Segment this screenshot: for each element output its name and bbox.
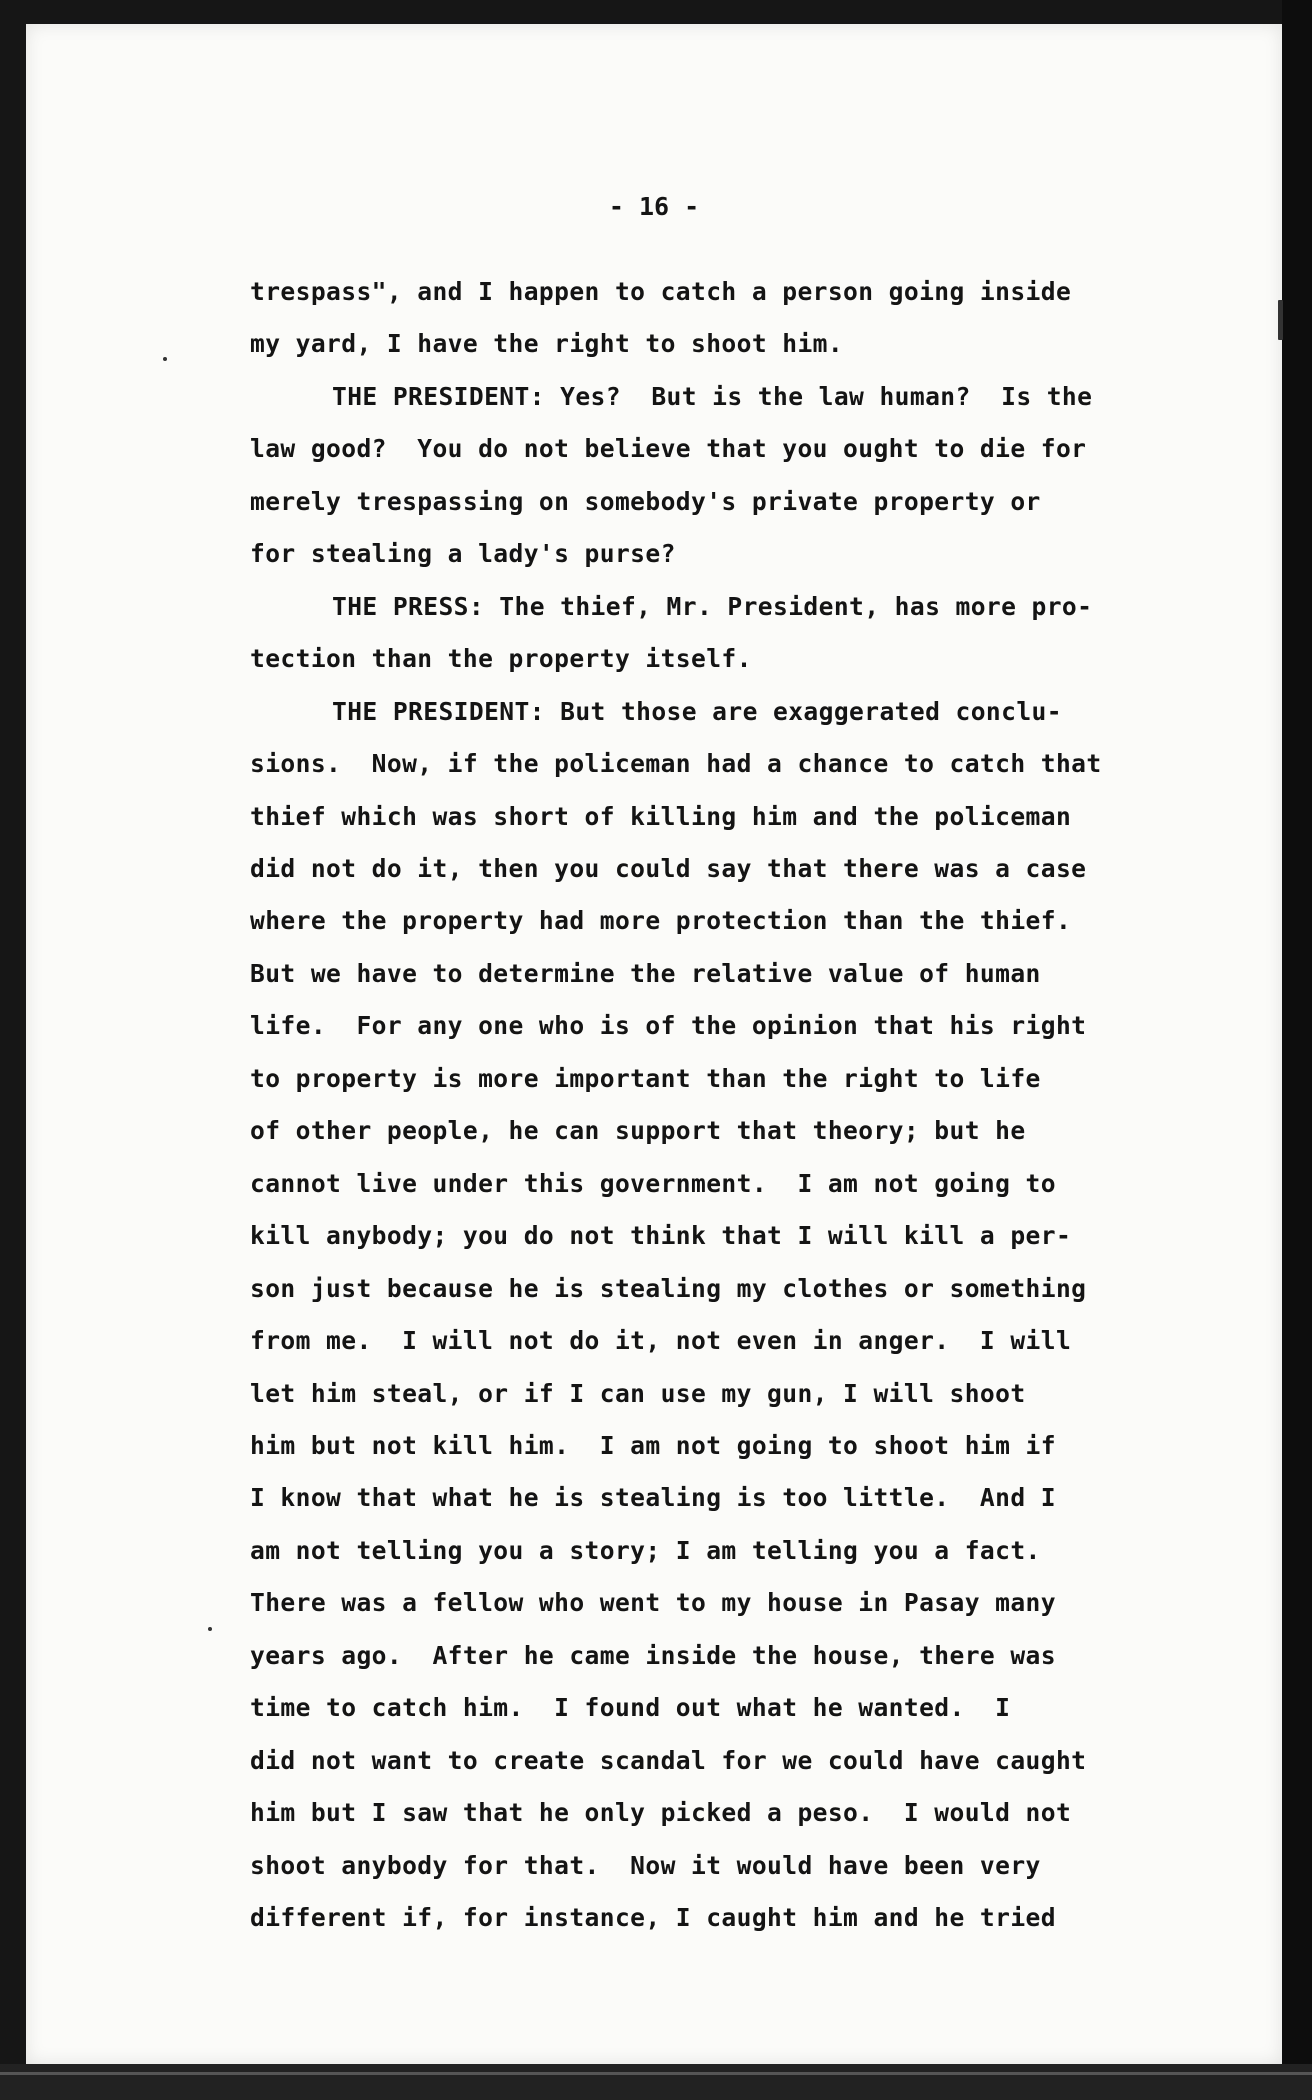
line-text: my yard, I have the right to shoot him.: [250, 329, 844, 359]
line-text: The thief, Mr. President, has more pro-: [484, 591, 1093, 621]
ink-speck: [1278, 300, 1283, 340]
line-text: am not telling you a story; I am telling you a fact.: [250, 1535, 1041, 1565]
speaker-label: THE PRESIDENT:: [332, 696, 545, 726]
line-text: from me. I will not do it, not even in anger. I will: [250, 1326, 1072, 1355]
text-line: [250, 1688, 1010, 1728]
line-text: did not want to create scandal for we could have caught: [250, 1745, 1087, 1775]
text-line: [250, 1478, 1056, 1518]
line-text: tection than the property itself.: [250, 644, 752, 674]
line-text: let him steal, or if I can use my gun, I will shoot: [250, 1378, 1026, 1408]
text-line: [250, 482, 1041, 522]
text-line: [250, 1531, 1041, 1571]
line-text: trespass", and I happen to catch a person going inside: [250, 277, 1072, 306]
text-line: [250, 1846, 1041, 1886]
text-line: [250, 744, 1102, 784]
line-text: time to catch him. I found out what he wanted. I: [250, 1693, 1011, 1723]
ink-speck: [163, 357, 167, 361]
page-number: - 16 -: [608, 192, 700, 221]
text-line: [250, 1898, 1056, 1938]
text-line: [250, 901, 1071, 941]
text-line: [250, 1216, 1071, 1256]
text-line: [250, 1426, 1056, 1466]
ink-speck: [208, 1627, 212, 1631]
text-line: [250, 1111, 1026, 1151]
line-text: to property is more important than the right to life: [250, 1063, 1041, 1093]
text-line: [250, 1059, 1041, 1099]
line-text: But we have to determine the relative value of human: [250, 958, 1041, 988]
line-text: of other people, he can support that theory; but he: [250, 1116, 1026, 1146]
line-text: Yes? But is the law human? Is the: [544, 381, 1093, 411]
text-line: [250, 849, 1086, 889]
text-line: [250, 1006, 1086, 1046]
text-line: [250, 1321, 1071, 1361]
text-line: [250, 1269, 1086, 1309]
text-line: [250, 797, 1071, 837]
line-text: I know that what he is stealing is too little. And I: [250, 1483, 1056, 1513]
speaker-label: THE PRESIDENT:: [332, 381, 545, 411]
text-line: [250, 1583, 1056, 1623]
line-text: kill anybody; you do not think that I will kill a per-: [250, 1221, 1072, 1251]
scan-edge-right: [1282, 0, 1312, 2100]
line-text: him but not kill him. I am not going to shoot him if: [250, 1430, 1056, 1460]
line-text: him but I saw that he only picked a peso. I would not: [250, 1798, 1072, 1828]
line-text: law good? You do not believe that you ought to die for: [250, 434, 1087, 464]
text-line: [250, 1636, 1056, 1676]
line-text: years ago. After he came inside the house, there was: [250, 1640, 1056, 1670]
line-text: son just because he is stealing my clothes or something: [250, 1273, 1087, 1303]
text-line: [250, 429, 1086, 469]
line-text: sions. Now, if the policeman had a chance to catch that: [250, 749, 1102, 778]
line-text: But those are exaggerated conclu-: [544, 696, 1062, 726]
text-line: [250, 639, 752, 679]
speaker-label: THE PRESS:: [332, 591, 485, 621]
text-line: [250, 534, 676, 574]
line-text: did not do it, then you could say that there was a case: [250, 854, 1087, 883]
line-text: life. For any one who is of the opinion that his right: [250, 1011, 1087, 1041]
line-text: for stealing a lady's purse?: [250, 539, 676, 569]
text-line: [250, 324, 843, 364]
text-line: [250, 1374, 1026, 1414]
text-line: [250, 1164, 1056, 1204]
text-line: [250, 954, 1041, 994]
line-text: shoot anybody for that. Now it would have been very: [250, 1850, 1041, 1880]
text-line: [250, 272, 1071, 312]
text-line: [332, 587, 1092, 627]
text-line: [332, 692, 1062, 732]
text-line: [332, 377, 1092, 417]
scan-edge-bottom: [0, 2064, 1312, 2100]
line-text: where the property had more protection than the thief.: [250, 906, 1072, 936]
scan-edge-rule: [0, 2072, 1312, 2075]
line-text: different if, for instance, I caught him and he tried: [250, 1903, 1056, 1932]
line-text: thief which was short of killing him and the policeman: [250, 801, 1072, 831]
line-text: There was a fellow who went to my house in Pasay many: [250, 1588, 1056, 1618]
line-text: merely trespassing on somebody's private property or: [250, 486, 1041, 516]
text-line: [250, 1793, 1071, 1833]
text-line: [250, 1741, 1086, 1781]
line-text: cannot live under this government. I am not going to: [250, 1168, 1056, 1198]
